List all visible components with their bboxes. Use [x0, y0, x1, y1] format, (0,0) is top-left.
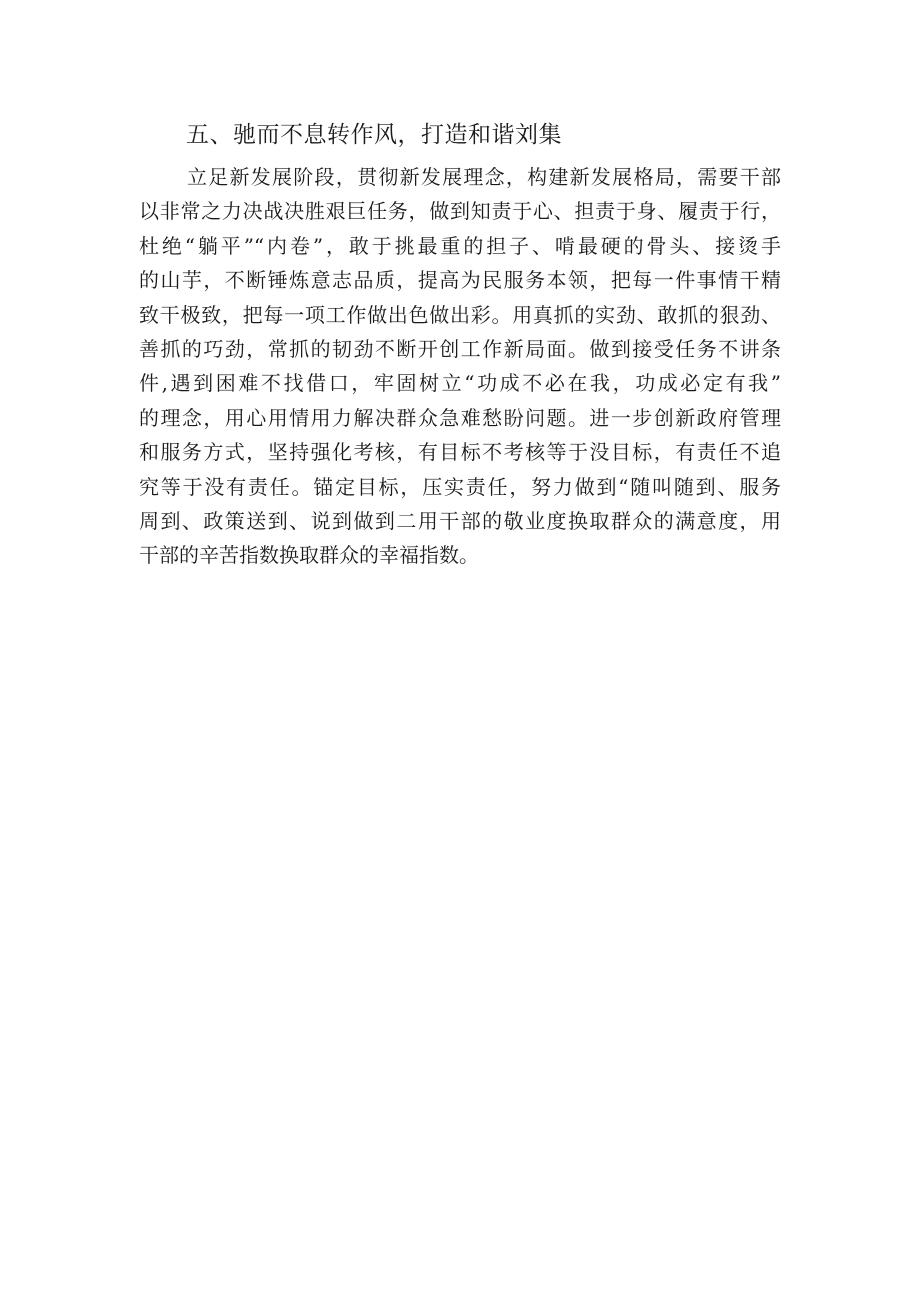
paragraph-line: 周到、政策送到、说到做到二用干部的敬业度换取群众的满意度，用: [139, 508, 781, 533]
paragraph-line: 和服务方式，坚持强化考核，有目标不考核等于没目标，有责任不追: [139, 440, 781, 465]
paragraph-line: 善抓的巧劲，常抓的韧劲不断开创工作新局面。做到接受任务不讲条: [139, 336, 781, 361]
paragraph-line: 杜绝“躺平”“内卷”，敢于挑最重的担子、啃最硬的骨头、接烫手: [139, 233, 781, 258]
paragraph-line: 致干极致，把每一项工作做出色做出彩。用真抓的实劲、敢抓的狠劲、: [139, 302, 781, 327]
paragraph-line: 立足新发展阶段，贯彻新发展理念，构建新发展格局，需要干部: [187, 165, 781, 189]
paragraph-line: 以非常之力决战决胜艰巨任务，做到知责于心、担责于身、履责于行，: [139, 199, 781, 224]
paragraph-line: 的理念，用心用情用力解决群众急难愁盼问题。进一步创新政府管理: [139, 405, 781, 430]
paragraph-line: 究等于没有责任。锚定目标，压实责任，努力做到“随叫随到、服务: [139, 474, 781, 499]
section-heading: 五、驰而不息转作风，打造和谐刘集: [186, 122, 562, 148]
paragraph-line: 件,遇到困难不找借口，牢固树立“功成不必在我，功成必定有我”: [139, 371, 781, 396]
paragraph-line: 干部的辛苦指数换取群众的幸福指数。: [139, 543, 479, 568]
section-body: [139, 160, 781, 573]
paragraph-line: 的山芋，不断锤炼意志品质，提高为民服务本领，把每一件事情干精: [139, 268, 781, 293]
